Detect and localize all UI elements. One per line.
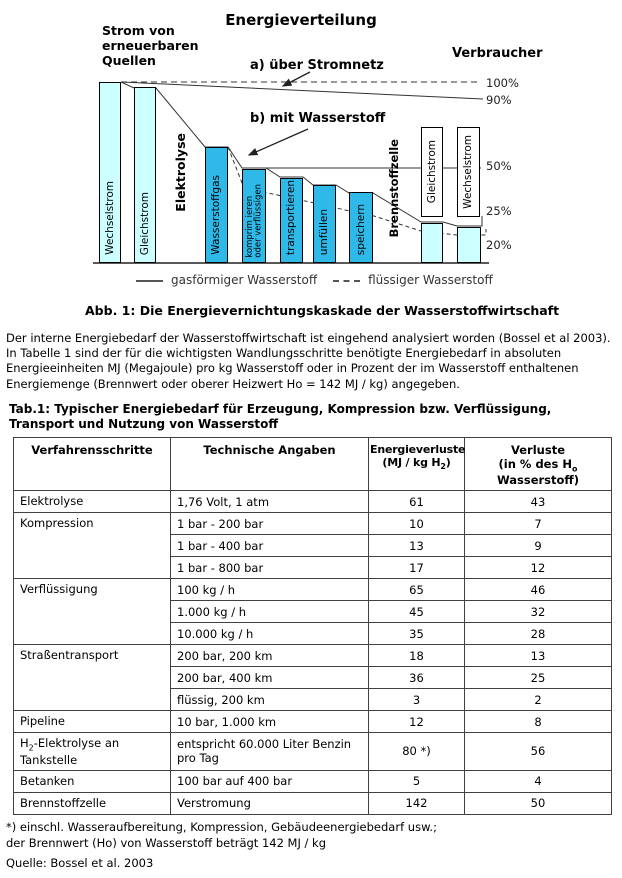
figure-legend bbox=[136, 273, 493, 287]
line-stromnetz-90pct bbox=[121, 82, 483, 99]
y-tick-90: 90% bbox=[486, 93, 512, 107]
bar-label: transportieren bbox=[285, 179, 298, 255]
energy-demand-table bbox=[13, 437, 612, 815]
table-title-line1: Tab.1: Typischer Energiebedarf für Erzeugung, Kompression bzw. Verflüssigung, bbox=[9, 402, 552, 416]
bar-transportieren bbox=[280, 178, 303, 263]
footnote-line2: der Brennwert (Ho) von Wasserstoff beträgt 142 MJ / kg bbox=[6, 836, 327, 850]
energy-cascade-figure bbox=[0, 0, 622, 295]
table-row: Pipeline 10 bar, 1.000 km 12 8 bbox=[14, 711, 612, 733]
bar-gleichstrom-source bbox=[134, 87, 156, 263]
table-row: Straßentransport 200 bar, 200 km 18 13 bbox=[14, 645, 612, 667]
consumer-label: Verbraucher bbox=[452, 46, 543, 61]
arrow-b-icon bbox=[249, 129, 308, 155]
table-row: 1 bar - 400 bar 13 9 bbox=[14, 535, 612, 557]
dashed-line-icon bbox=[333, 280, 360, 282]
footnote-line1: *) einschl. Wasseraufbereitung, Kompression, Gebäudeenergiebedarf usw.; bbox=[6, 820, 437, 834]
bar-label: Wechselstrom bbox=[103, 181, 116, 255]
table-header-row bbox=[14, 438, 612, 491]
box-wechselstrom-consumer-label bbox=[457, 127, 480, 217]
table-row: Elektrolyse 1,76 Volt, 1 atm 61 43 bbox=[14, 491, 612, 513]
header-verluste: Verluste (in % des $H_o$ Wasserstoff) bbox=[465, 438, 612, 491]
header-energieverluste: Energieverluste (MJ / kg $H_2$) bbox=[369, 438, 465, 491]
table-row: Kompression 1 bar - 200 bar 10 7 bbox=[14, 513, 612, 535]
table-row: flüssig, 200 km 3 2 bbox=[14, 689, 612, 711]
table-row: Verflüssigung 100 kg / h 65 46 bbox=[14, 579, 612, 601]
header-technische-angaben: Technische Angaben bbox=[171, 438, 369, 491]
bar-label-line1: komprim ieren bbox=[244, 196, 255, 258]
table-row: 1 bar - 800 bar 17 12 bbox=[14, 557, 612, 579]
table-row: 1.000 kg / h 45 32 bbox=[14, 601, 612, 623]
source-citation: Quelle: Bossel et al. 2003 bbox=[6, 856, 154, 870]
h2-electrolysis-step: $H_2$-Elektrolyse an Tankstelle bbox=[14, 733, 171, 770]
arrow-a-icon bbox=[283, 72, 310, 86]
table-row: 10.000 kg / h 35 28 bbox=[14, 623, 612, 645]
bar-label-line2: oder verflüssigen bbox=[253, 184, 263, 258]
bar-label: Gleichstrom bbox=[138, 191, 151, 255]
header-verfahrensschritte: Verfahrensschritte bbox=[14, 438, 171, 491]
table-row: 200 bar, 400 km 36 25 bbox=[14, 667, 612, 689]
path-b-label: b) mit Wasserstoff bbox=[250, 111, 386, 126]
figure-title: Energieverteilung bbox=[225, 11, 377, 29]
table-row: $H_2$-Elektrolyse an Tankstelle entspricht 60.000 Liter Benzin pro Tag 80 *) 56 bbox=[14, 733, 612, 770]
y-tick-100: 100% bbox=[486, 76, 519, 90]
bar-label bbox=[246, 184, 263, 262]
legend-gas-label: gasförmiger Wasserstoff bbox=[171, 273, 318, 287]
box-label: Wechselstrom bbox=[462, 135, 475, 209]
bar-speichern bbox=[349, 192, 373, 263]
table-title-line2: Transport und Nutzung von Wasserstoff bbox=[9, 417, 279, 431]
figure-caption: Abb. 1: Die Energievernichtungskaskade der Wasserstoffwirtschaft bbox=[85, 303, 560, 318]
bar-label: Wasserstoffgas bbox=[210, 175, 223, 255]
bar-gleichstrom-consumer bbox=[421, 223, 443, 263]
box-gleichstrom-consumer-label bbox=[421, 127, 443, 217]
table-row: Brennstoffzelle Verstromung 142 50 bbox=[14, 792, 612, 814]
y-tick-50: 50% bbox=[486, 159, 512, 173]
source-label: Strom von erneuerbaren Quellen bbox=[102, 23, 199, 68]
bar-wechselstrom-source bbox=[99, 82, 121, 263]
table-title bbox=[9, 402, 609, 432]
electrolysis-label: Elektrolyse bbox=[173, 133, 188, 212]
bar-komprimieren-verfluessigen bbox=[242, 169, 266, 263]
table-row: Betanken 100 bar auf 400 bar 5 4 bbox=[14, 770, 612, 792]
table-footnote bbox=[6, 819, 437, 851]
bar-wasserstoffgas bbox=[205, 147, 228, 263]
path-a-label: a) über Stromnetz bbox=[250, 58, 384, 73]
box-label: Gleichstrom bbox=[425, 140, 438, 204]
figure-lines bbox=[0, 0, 622, 295]
fuel-cell-label: Brennstoffzelle bbox=[387, 139, 401, 238]
y-tick-20: 20% bbox=[486, 238, 512, 252]
bar-umfuellen bbox=[313, 185, 336, 263]
bar-wechselstrom-consumer bbox=[457, 227, 481, 263]
bar-label: speichern bbox=[354, 203, 367, 255]
y-tick-25: 25% bbox=[486, 204, 512, 218]
body-paragraph: Der interne Energiebedarf der Wasserstoffwirtschaft ist eingehend analysiert worden (Bossel et al 2003). In Tabelle 1 sind der für die wichtigsten Wandlungsschritte benötigte Energiebedarf in absoluten Energieeinheiten MJ (Megajoule) pro kg Wasserstoff oder in Prozent der im Wasserstoff enthaltenen Energiemenge (Brennwert oder oberer Heizwert Ho = 142 MJ / kg) angegeben. bbox=[6, 331, 611, 391]
bar-label: umfüllen bbox=[318, 208, 331, 255]
legend-liquid-label: flüssiger Wasserstoff bbox=[368, 273, 493, 287]
solid-line-icon bbox=[136, 280, 163, 282]
